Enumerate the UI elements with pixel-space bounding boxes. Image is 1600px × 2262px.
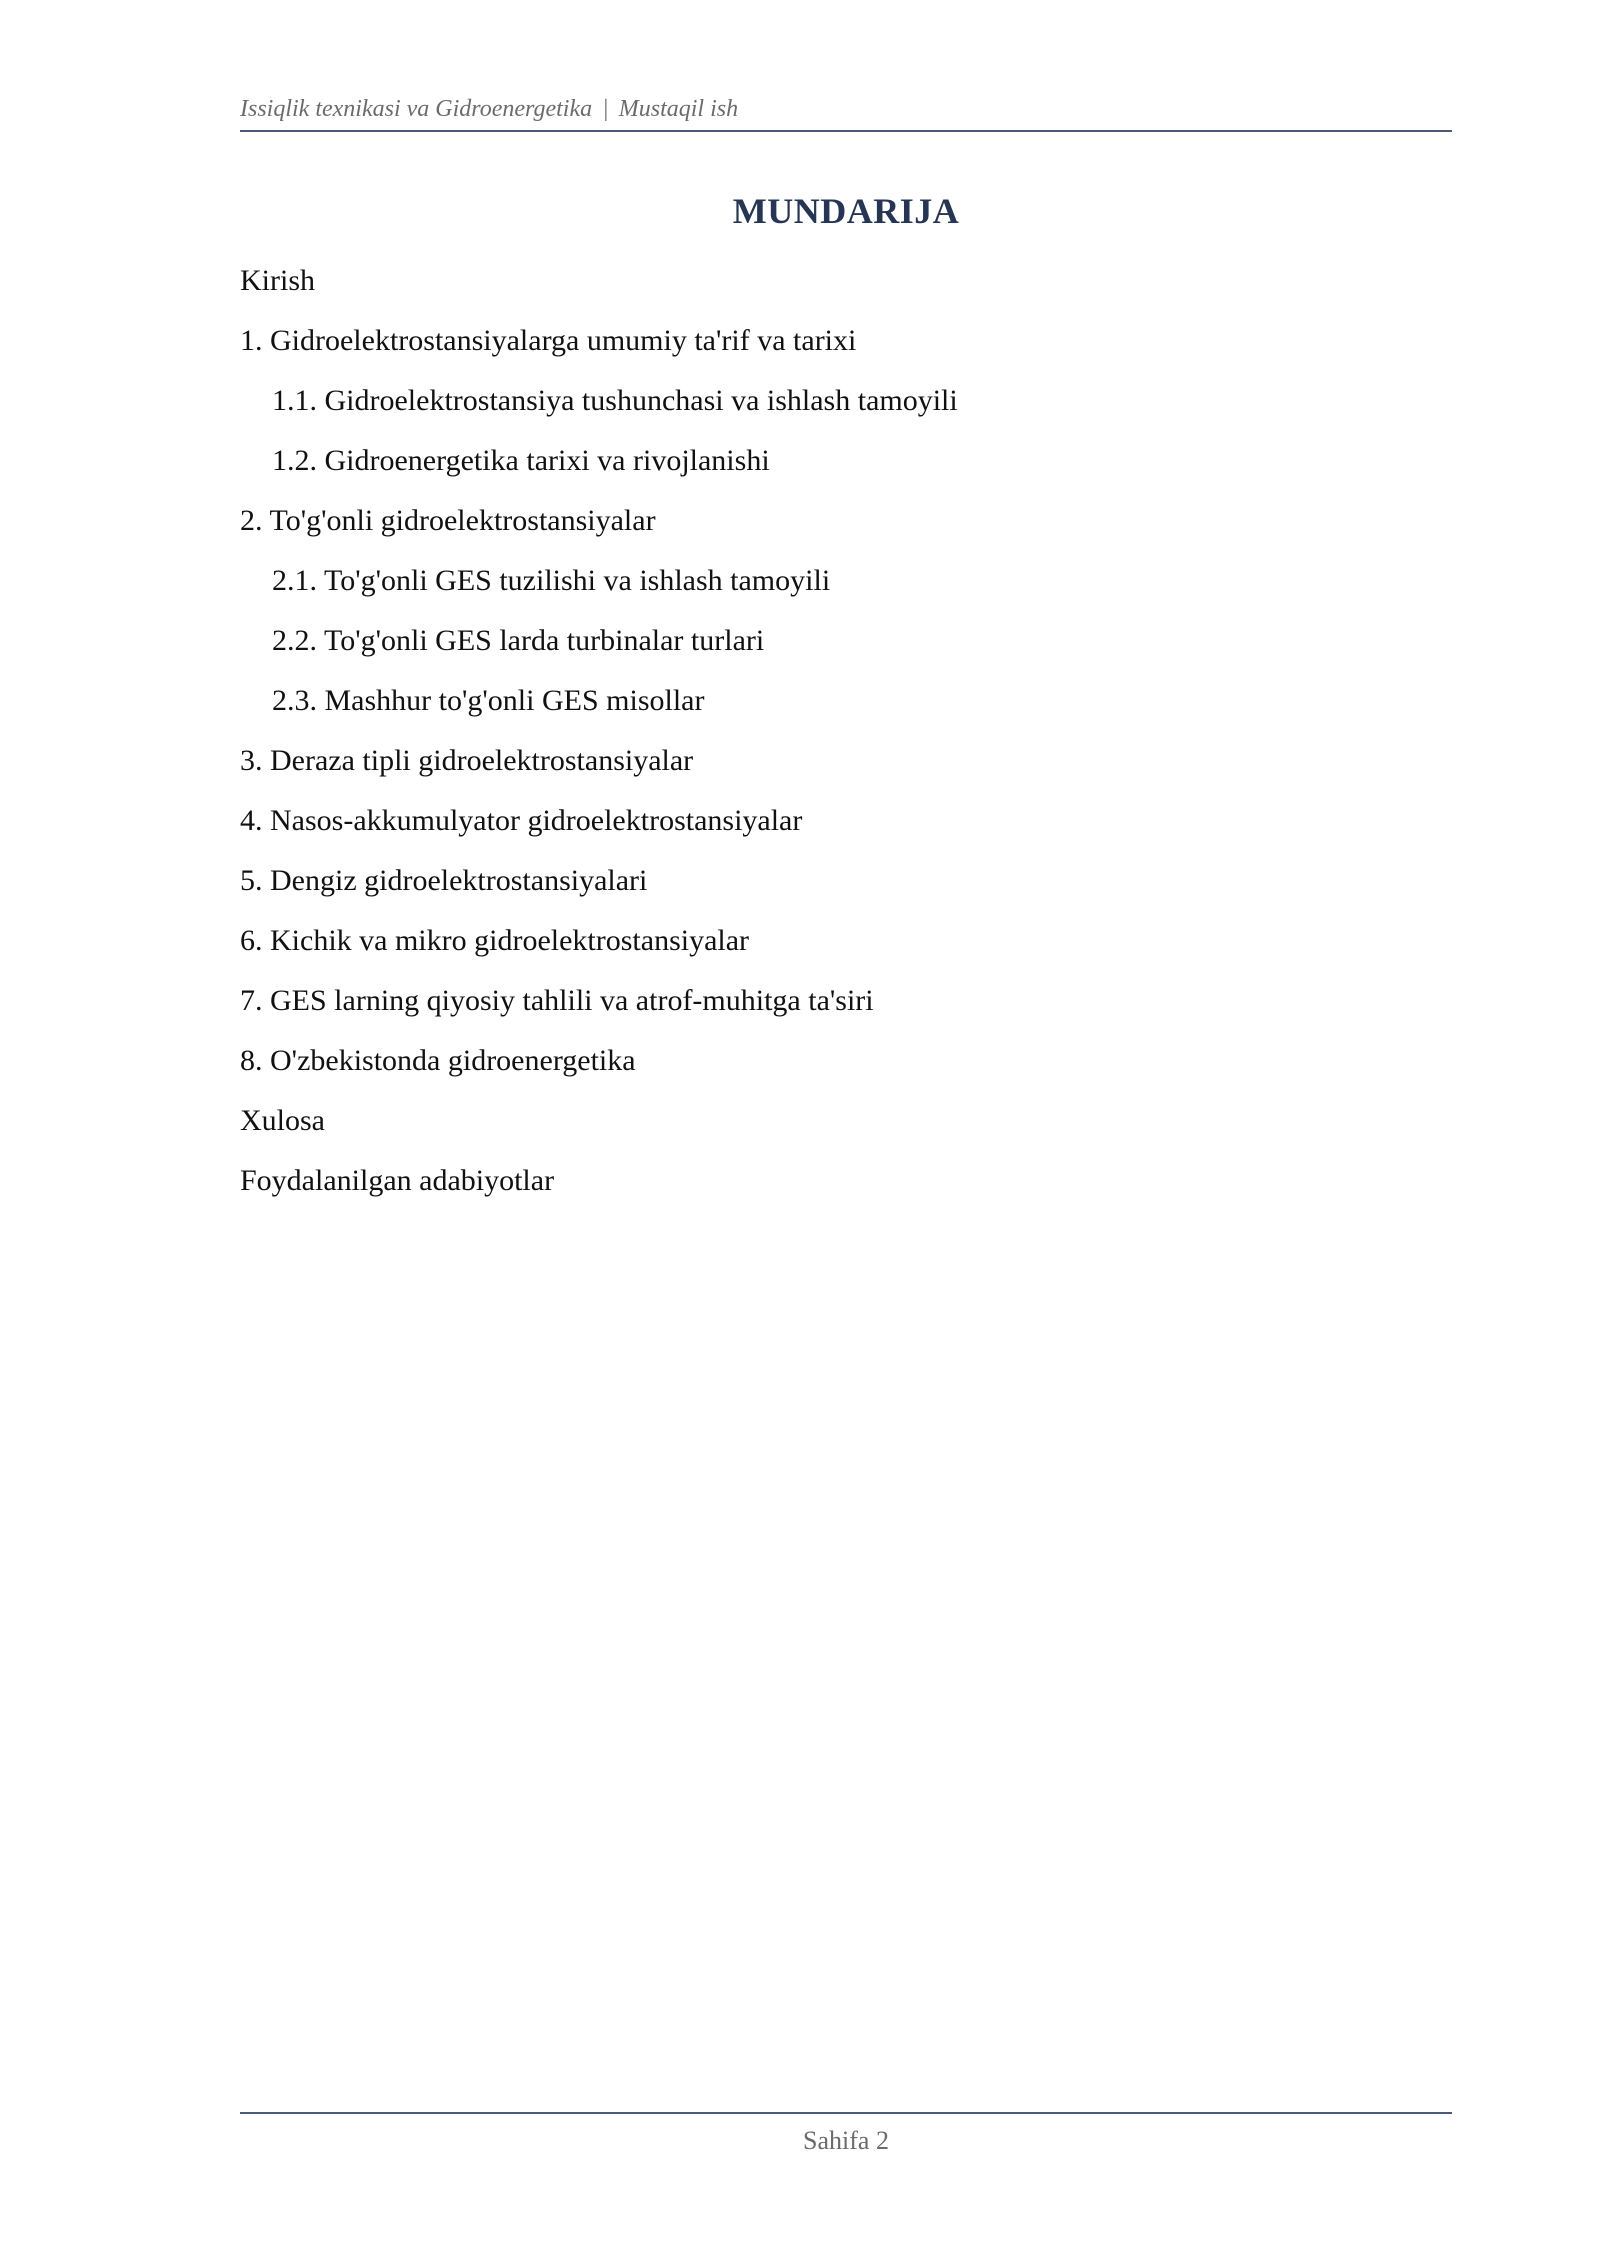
- toc-entry: 1.1. Gidroelektrostansiya tushunchasi va ishlash tamoyili: [272, 384, 958, 417]
- toc-entry: 2. To'g'onli gidroelektrostansiyalar: [240, 504, 656, 537]
- toc-entry: 5. Dengiz gidroelektrostansiyalari: [240, 864, 648, 897]
- table-of-contents: [240, 258, 1452, 1218]
- toc-entry: 6. Kichik va mikro gidroelektrostansiyalar: [240, 924, 750, 957]
- toc-entry: 7. GES larning qiyosiy tahlili va atrof-muhitga ta'siri: [240, 984, 874, 1017]
- toc-entry: 4. Nasos-akkumulyator gidroelektrostansiyalar: [240, 804, 803, 837]
- page-number: Sahifa 2: [803, 2126, 889, 2155]
- toc-entry: 3. Deraza tipli gidroelektrostansiyalar: [240, 744, 694, 777]
- toc-title: MUNDARIJA: [732, 191, 960, 231]
- toc-entry: Kirish: [240, 264, 315, 297]
- toc-entry: Foydalanilgan adabiyotlar: [240, 1164, 555, 1197]
- toc-entry: 1. Gidroelektrostansiyalarga umumiy ta'rif va tarixi: [240, 324, 857, 357]
- toc-entry: 1.2. Gidroenergetika tarixi va rivojlanishi: [272, 444, 770, 477]
- header-separator: |: [602, 96, 609, 122]
- toc-entry: 2.2. To'g'onli GES larda turbinalar turlari: [272, 624, 765, 657]
- toc-entry: 8. O'zbekistonda gidroenergetika: [240, 1044, 636, 1077]
- page-header: [240, 92, 1452, 132]
- toc-entry: Xulosa: [240, 1104, 325, 1137]
- toc-entry: 2.1. To'g'onli GES tuzilishi va ishlash tamoyili: [272, 564, 831, 597]
- header-doc-type: Mustaqil ish: [618, 96, 739, 122]
- toc-entry: 2.3. Mashhur to'g'onli GES misollar: [272, 684, 705, 717]
- header-text: [240, 96, 738, 123]
- page-footer: [240, 2112, 1452, 2156]
- header-subject: Issiqlik texnikasi va Gidroenergetika: [240, 96, 593, 122]
